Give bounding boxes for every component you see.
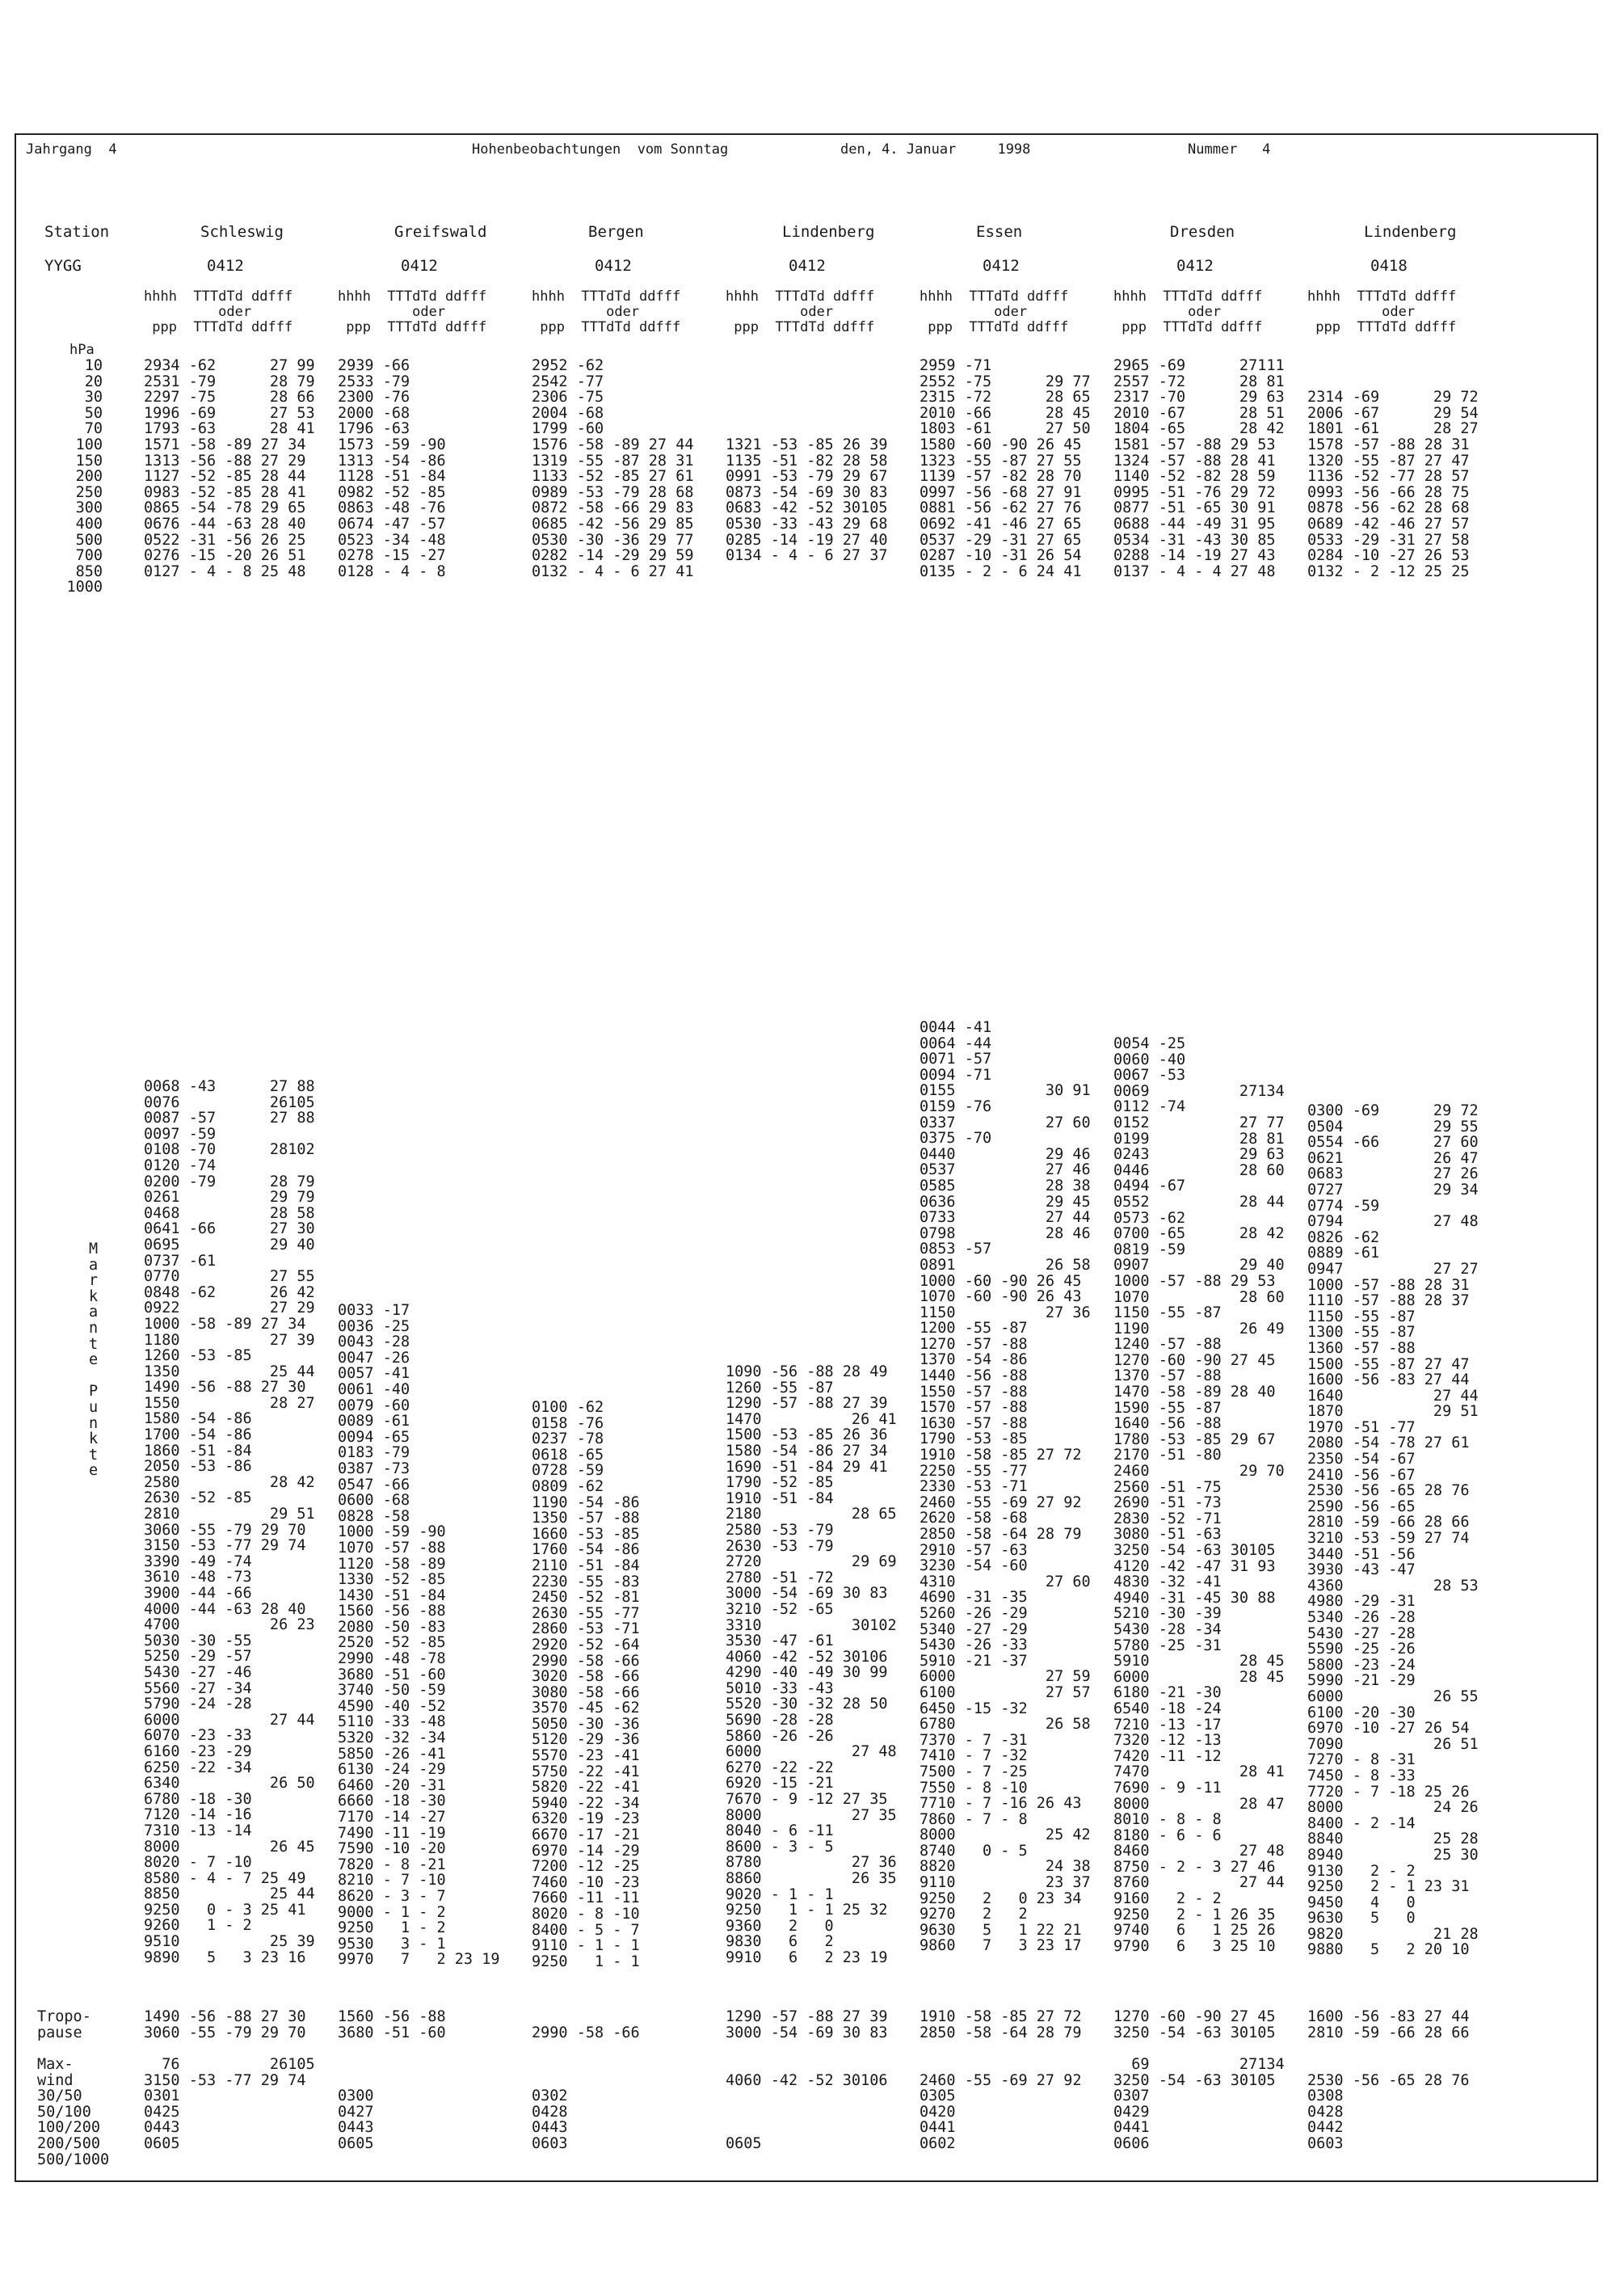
station-name: Lindenberg	[1364, 223, 1457, 241]
significant-points-block: 0033 -17 0036 -25 0043 -28 0047 -26 0057 -41 0061 -40 0079 -60 0089 -61 0094 -65 0183 -79 0387 -73 0547 -66 0600 -68 0828 -58 1000 -59 -90 1070 -57 -88 1120 -58 -89 1330 -52 -85 1430 -51 -84 1560 -56 -88 2080 -50 -83 2520 -52 -85 2990 -48 -78 3680 -51 -60 3740 -50 -59 4590 -40 -52 5110 -33 -48 5320 -32 -34 5850 -26 -41 6130 -24 -29 6460 -20 -31 6660 -18 -30 7170 -14 -27 7490 -11 -19 7590 -10 -20 7820 - 8 -21 8210 - 7 -10 8620 - 3 - 7 9000 - 1 - 2 9250 1 - 2 9530 3 - 1 9970 7 2 23 19	[338, 1302, 500, 1969]
standard-levels-block: 2959 -71 2552 -75 29 77 2315 -72 28 65 2010 -66 28 45 1803 -61 27 50 1580 -60 -90 26 45 1323 -55 -87 27 55 1139 -57 -82 28 70 0997 -56 -68 27 91 0881 -56 -62 27 76 0692 -41 -46 27 65 0537 -29 -31 27 65 0287 -10 -31 26 54 0135 - 2 - 6 24 41	[920, 357, 1091, 580]
maxwind-block: 2460 -55 -69 27 92 0305 0420 0441 0602	[920, 2071, 1082, 2152]
station-yygg: 0412	[207, 257, 244, 275]
nummer: Nummer 4	[1188, 141, 1271, 158]
standard-levels-block: 1321 -53 -85 26 39 1135 -51 -82 28 58 0991 -53 -79 29 67 0873 -54 -69 30 83 0683 -42 -52 30105 0530 -33 -43 29 68 0285 -14 -19 27 40 0134 - 4 - 6 27 37	[726, 436, 888, 565]
column-header-line1: hhhh TTTdTd ddfff	[1113, 289, 1263, 305]
column-header-line3: ppp TTTdTd ddfff	[1307, 319, 1457, 335]
jahrgang: Jahrgang 4	[26, 141, 117, 158]
station-yygg: 0412	[1176, 257, 1214, 275]
tropopause-block: 1270 -60 -90 27 45 3250 -54 -63 30105	[1113, 2008, 1276, 2041]
tropopause-block: 1490 -56 -88 27 30 3060 -55 -79 29 70	[144, 2008, 306, 2041]
maxwind-block: 4060 -42 -52 30106 0605	[726, 2071, 888, 2152]
tropopause-block: 1560 -56 -88 3680 -51 -60	[338, 2008, 446, 2041]
pressure-levels: 10 20 30 50 70 100 150 200 250 300 400 500 700 850 1000	[66, 357, 103, 596]
standard-levels-block: 2952 -62 2542 -77 2306 -75 2004 -68 1799 -60 1576 -58 -89 27 44 1319 -55 -87 28 31 1133 -52 -85 27 61 0989 -53 -79 28 68 0872 -58 -66 29 83 0685 -42 -56 29 85 0530 -30 -36 29 77 0282 -14 -29 29 59 0132 - 4 - 6 27 41	[532, 357, 694, 580]
standard-levels-block: 2965 -69 27111 2557 -72 28 81 2317 -70 29 63 2010 -67 28 51 1804 -65 28 42 1581 -57 -88 29 53 1324 -57 -88 28 41 1140 -52 -82 28 59 0995 -51 -76 29 72 0877 -51 -65 30 91 0688 -44 -49 31 95 0534 -31 -43 30 85 0288 -14 -19 27 43 0137 - 4 - 4 27 48	[1113, 357, 1285, 580]
column-header-line1: hhhh TTTdTd ddfff	[338, 289, 487, 305]
column-header-line3: ppp TTTdTd ddfff	[144, 319, 293, 335]
tropopause-block: 1910 -58 -85 27 72 2850 -58 -64 28 79	[920, 2008, 1082, 2041]
column-header-line2: oder	[144, 304, 252, 320]
station-name: Schleswig	[200, 223, 284, 241]
column-header-line2: oder	[532, 304, 640, 320]
column-header-line3: ppp TTTdTd ddfff	[1113, 319, 1263, 335]
maxwind-block: 76 26105 3150 -53 -77 29 74 0301 0425 0443 0605	[144, 2056, 315, 2152]
column-header-line2: oder	[726, 304, 834, 320]
significant-points-block: 0054 -25 0060 -40 0067 -53 0069 27134 0112 -74 0152 27 77 0199 28 81 0243 29 63 0446 28 60 0494 -67 0552 28 44 0573 -62 0700 -65 28 42 0819 -59 0907 29 40 1000 -57 -88 29 53 1070 28 60 1150 -55 -87 1190 26 49 1240 -57 -88 1270 -60 -90 27 45 1370 -57 -88 1470 -58 -89 28 40 1590 -55 -87 1640 -56 -88 1780 -53 -85 29 67 2170 -51 -80 2460 29 70 2560 -51 -75 2690 -51 -73 2830 -52 -71 3080 -51 -63 3250 -54 -63 30105 4120 -42 -47 31 93 4830 -32 -41 4940 -31 -45 30 88 5210 -30 -39 5430 -28 -34 5780 -25 -31 5910 28 45 6000 28 45 6180 -21 -30 6540 -18 -24 7210 -13 -17 7320 -12 -13 7420 -11 -12 7470 28 41 7690 - 9 -11 8000 28 47 8010 - 8 - 8 8180 - 6 - 6 8460 27 48 8750 - 2 - 3 27 46 8760 27 44 9160 2 - 2 9250 2 - 1 26 35 9740 6 1 25 26 9790 6 3 25 10	[1113, 1035, 1285, 1955]
significant-points-block: 0100 -62 0158 -76 0237 -78 0618 -65 0728 -59 0809 -62 1190 -54 -86 1350 -57 -88 1660 -53 -85 1760 -54 -86 2110 -51 -84 2230 -55 -83 2450 -52 -81 2630 -55 -77 2860 -53 -71 2920 -52 -64 2990 -58 -66 3020 -58 -66 3080 -58 -66 3570 -45 -62 5050 -30 -36 5120 -29 -36 5570 -23 -41 5750 -22 -41 5820 -22 -41 5940 -22 -34 6320 -19 -23 6670 -17 -21 6970 -14 -29 7200 -12 -25 7460 -10 -23 7660 -11 -11 8020 - 8 -10 8400 - 5 - 7 9110 - 1 - 1 9250 1 - 1	[532, 1399, 640, 1970]
station-yygg: 0412	[983, 257, 1020, 275]
station-yygg: 0412	[789, 257, 826, 275]
maxwind-label: Max- wind 30/50 50/100 100/200 200/500 500/1000	[37, 2056, 110, 2168]
column-header-line1: hhhh TTTdTd ddfff	[726, 289, 875, 305]
standard-levels-block: 2314 -69 29 72 2006 -67 29 54 1801 -61 28 27 1578 -57 -88 28 31 1320 -55 -87 27 47 1136 -52 -77 28 57 0993 -56 -66 28 75 0878 -56 -62 28 68 0689 -42 -46 27 57 0533 -29 -31 27 58 0284 -10 -27 26 53 0132 - 2 -12 25 25	[1307, 389, 1479, 580]
column-header-line3: ppp TTTdTd ddfff	[338, 319, 487, 335]
station-name: Lindenberg	[782, 223, 875, 241]
significant-points-block: 0068 -43 27 88 0076 26105 0087 -57 27 88 0097 -59 0108 -70 28102 0120 -74 0200 -79 28 79 0261 29 79 0468 28 58 0641 -66 27 30 0695 29 40 0737 -61 0770 27 55 0848 -62 26 42 0922 27 29 1000 -58 -89 27 34 1180 27 39 1260 -53 -85 1350 25 44 1490 -56 -88 27 30 1550 28 27 1580 -54 -86 1700 -54 -86 1860 -51 -84 2050 -53 -86 2580 28 42 2630 -52 -85 2810 29 51 3060 -55 -79 29 70 3150 -53 -77 29 74 3390 -49 -74 3610 -48 -73 3900 -44 -66 4000 -44 -63 28 40 4700 26 23 5030 -30 -55 5250 -29 -57 5430 -27 -46 5560 -27 -34 5790 -24 -28 6000 27 44 6070 -23 -33 6160 -23 -29 6250 -22 -34 6340 26 50 6780 -18 -30 7120 -14 -16 7310 -13 -14 8000 26 45 8020 - 7 -10 8580 - 4 - 7 25 49 8850 25 44 9250 0 - 3 25 41 9260 1 - 2 9510 25 39 9890 5 3 23 16	[144, 1078, 315, 1966]
station-label: Station	[44, 223, 110, 241]
tropopause-block: 1600 -56 -83 27 44 2810 -59 -66 28 66	[1307, 2008, 1470, 2041]
significant-points-block: 0300 -69 29 72 0504 29 55 0554 -66 27 60 0621 26 47 0683 27 26 0727 29 34 0774 -59 0794 27 48 0826 -62 0889 -61 0947 27 27 1000 -57 -88 28 31 1110 -57 -88 28 37 1150 -55 -87 1300 -55 -87 1360 -57 -88 1500 -55 -87 27 47 1600 -56 -83 27 44 1640 27 44 1870 29 51 1970 -51 -77 2080 -54 -78 27 61 2350 -54 -67 2410 -56 -67 2530 -56 -65 28 76 2590 -56 -65 2810 -59 -66 28 66 3210 -53 -59 27 74 3440 -51 -56 3930 -43 -47 4360 28 53 4980 -29 -31 5340 -26 -28 5430 -27 -28 5590 -25 -26 5800 -23 -24 5990 -21 -29 6000 26 55 6100 -20 -30 6970 -10 -27 26 54 7090 26 51 7270 - 8 -31 7450 - 8 -33 7720 - 7 -18 25 26 8000 24 26 8400 - 2 -14 8840 25 28 8940 25 30 9130 2 - 2 9250 2 - 1 23 31 9450 4 0 9630 5 0 9820 21 28 9880 5 2 20 10	[1307, 1102, 1479, 1959]
date: den, 4. Januar 1998	[840, 141, 1031, 158]
significant-points-block: 0044 -41 0064 -44 0071 -57 0094 -71 0155 30 91 0159 -76 0337 27 60 0375 -70 0440 29 46 0537 27 46 0585 28 38 0636 29 45 0733 27 44 0798 28 46 0853 -57 0891 26 58 1000 -60 -90 26 45 1070 -60 -90 26 43 1150 27 36 1200 -55 -87 1270 -57 -88 1370 -54 -86 1440 -56 -88 1550 -57 -88 1570 -57 -88 1630 -57 -88 1790 -53 -85 1910 -58 -85 27 72 2250 -55 -77 2330 -53 -71 2460 -55 -69 27 92 2620 -58 -68 2850 -58 -64 28 79 2910 -57 -63 3230 -54 -60 4310 27 60 4690 -31 -35 5260 -26 -29 5340 -27 -29 5430 -26 -33 5910 -21 -37 6000 27 59 6100 27 57 6450 -15 -32 6780 26 58 7370 - 7 -31 7410 - 7 -32 7500 - 7 -25 7550 - 8 -10 7710 - 7 -16 26 43 7860 - 7 - 8 8000 25 42 8740 0 - 5 8820 24 38 9110 23 37 9250 2 0 23 34 9270 2 2 9630 5 1 22 21 9860 7 3 23 17	[920, 1019, 1091, 1955]
tropopause-label: Tropo- pause	[37, 2008, 91, 2041]
tropopause-block: 1290 -57 -88 27 39 3000 -54 -69 30 83	[726, 2008, 888, 2041]
maxwind-block: 2530 -56 -65 28 76 0308 0428 0442 0603	[1307, 2071, 1470, 2152]
station-name: Greifswald	[394, 223, 487, 241]
column-header-line1: hhhh TTTdTd ddfff	[1307, 289, 1457, 305]
maxwind-block: 0300 0427 0443 0605	[338, 2087, 374, 2152]
page-title: Hohenbeobachtungen vom Sonntag	[472, 141, 729, 158]
station-name: Dresden	[1170, 223, 1235, 241]
column-header-line2: oder	[1307, 304, 1416, 320]
station-name: Essen	[976, 223, 1023, 241]
column-header-line3: ppp TTTdTd ddfff	[726, 319, 875, 335]
column-header-line2: oder	[1113, 304, 1222, 320]
column-header-line3: ppp TTTdTd ddfff	[920, 319, 1069, 335]
column-header-line1: hhhh TTTdTd ddfff	[532, 289, 681, 305]
station-name: Bergen	[588, 223, 644, 241]
tropopause-block: 2990 -58 -66	[532, 2024, 640, 2041]
hpa-label: hPa	[69, 342, 95, 358]
standard-levels-block: 2939 -66 2533 -79 2300 -76 2000 -68 1796 -63 1573 -59 -90 1313 -54 -86 1128 -51 -84 0982 -52 -85 0863 -48 -76 0674 -47 -57 0523 -34 -48 0278 -15 -27 0128 - 4 - 8	[338, 357, 446, 580]
yygg-label: YYGG	[44, 257, 82, 275]
column-header-line1: hhhh TTTdTd ddfff	[144, 289, 293, 305]
column-header-line2: oder	[920, 304, 1028, 320]
standard-levels-block: 2934 -62 27 99 2531 -79 28 79 2297 -75 28 66 1996 -69 27 53 1793 -63 28 41 1571 -58 -89 27 34 1313 -56 -88 27 29 1127 -52 -85 28 44 0983 -52 -85 28 41 0865 -54 -78 29 65 0676 -44 -63 28 40 0522 -31 -56 26 25 0276 -15 -20 26 51 0127 - 4 - 8 25 48	[144, 357, 315, 580]
significant-points-block: 1090 -56 -88 28 49 1260 -55 -87 1290 -57 -88 27 39 1470 26 41 1500 -53 -85 26 36 1580 -54 -86 27 34 1690 -51 -84 29 41 1790 -52 -85 1910 -51 -84 2180 28 65 2580 -53 -79 2630 -53 -79 2720 29 69 2780 -51 -72 3000 -54 -69 30 83 3210 -52 -65 3310 30102 3530 -47 -61 4060 -42 -52 30106 4290 -40 -49 30 99 5010 -33 -43 5520 -30 -32 28 50 5690 -28 -28 5860 -26 -26 6000 27 48 6270 -22 -22 6920 -15 -21 7670 - 9 -12 27 35 8000 27 35 8040 - 6 -11 8600 - 3 - 5 8780 27 36 8860 26 35 9020 - 1 - 1 9250 1 - 1 25 32 9360 2 0 9830 6 2 9910 6 2 23 19	[726, 1363, 897, 1966]
column-header-line3: ppp TTTdTd ddfff	[532, 319, 681, 335]
station-yygg: 0418	[1370, 257, 1408, 275]
markante-punkte-label: M a r k a n t e P u n k t e	[89, 1241, 99, 1480]
maxwind-block: 0302 0428 0443 0603	[532, 2087, 568, 2152]
column-header-line1: hhhh TTTdTd ddfff	[920, 289, 1069, 305]
station-yygg: 0412	[401, 257, 438, 275]
maxwind-block: 69 27134 3250 -54 -63 30105 0307 0429 0441 0606	[1113, 2056, 1285, 2152]
column-header-line2: oder	[338, 304, 446, 320]
station-yygg: 0412	[595, 257, 632, 275]
